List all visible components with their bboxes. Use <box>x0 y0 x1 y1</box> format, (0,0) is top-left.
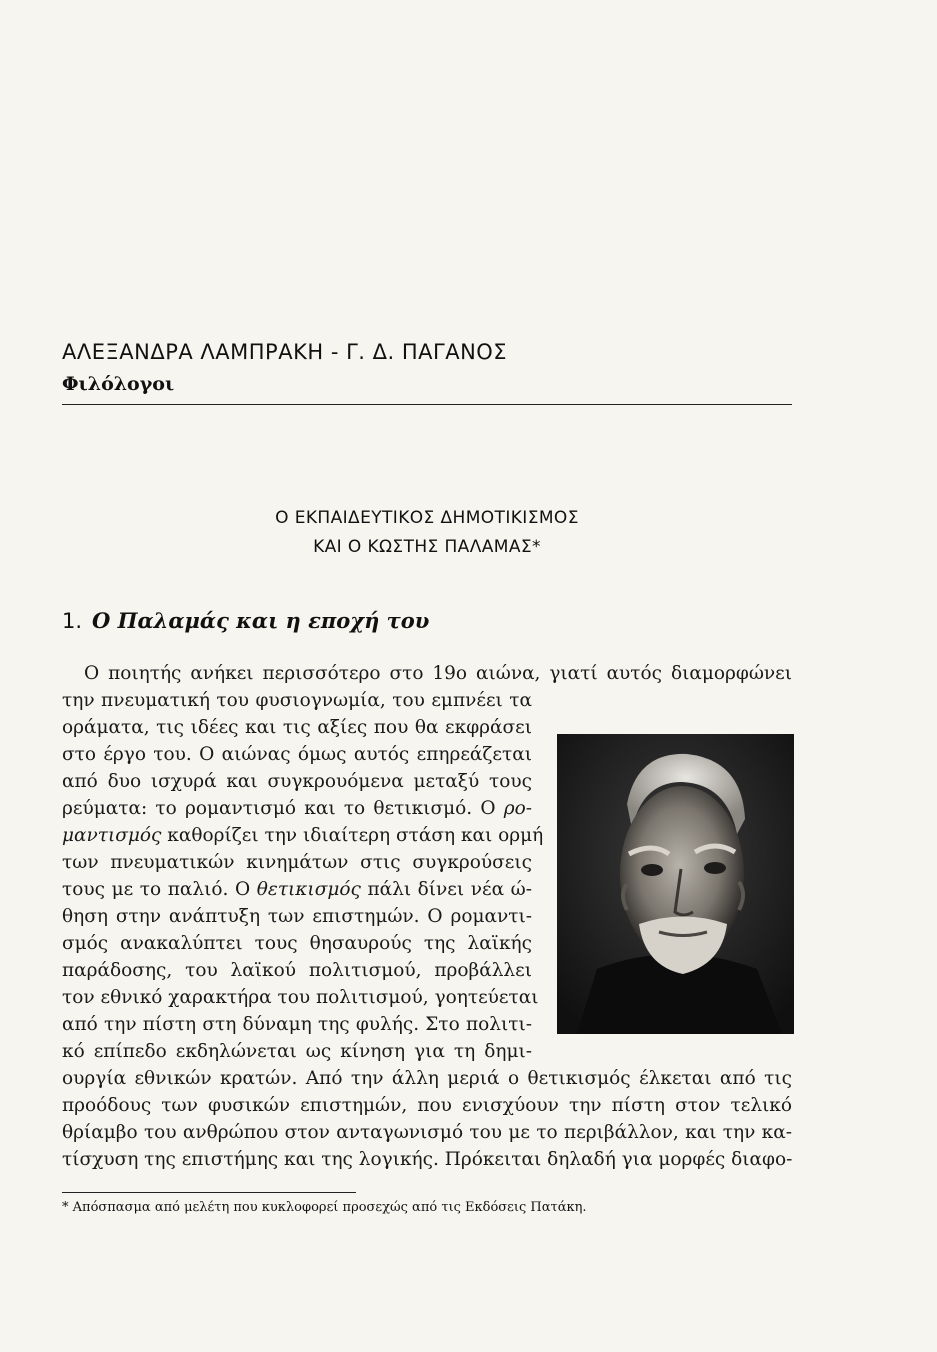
italic-term: μαντισμός <box>62 825 162 846</box>
paragraph-line: μαντισμός καθορίζει την ιδιαίτερη στάση και ορμή <box>62 825 544 846</box>
paragraph-line: από δυο ισχυρά και συγκρουόμενα μεταξύ τους <box>62 771 532 792</box>
paragraph-line: παράδοσης, του λαϊκού πολιτισμού, προβάλλει <box>62 960 532 981</box>
italic-term: ρο- <box>503 798 532 819</box>
paragraph-line: από την πίστη στη δύναμη της φυλής. Στο πολιτι- <box>62 1014 532 1035</box>
section-number: 1. <box>62 609 83 633</box>
paragraph-line: των πνευματικών κινημάτων στις συγκρούσεις <box>62 852 532 873</box>
paragraph-line: ουργία εθνικών κρατών. Από την άλλη μεριά ο θετικισμός έλκεται από τις <box>62 1068 792 1089</box>
footnote: * Απόσπασμα από μελέτη που κυκλοφορεί προσεχώς από τις Εκδόσεις Πατάκη. <box>62 1200 587 1215</box>
footnote-divider <box>62 1192 356 1193</box>
portrait-photo <box>557 734 794 1034</box>
article-title-line-1: Ο ΕΚΠΑΙΔΕΥΤΙΚΟΣ ΔΗΜΟΤΙΚΙΣΜΟΣ <box>275 508 579 528</box>
section-title: Ο Παλαμάς και η εποχή του <box>92 608 430 633</box>
paragraph-line: Ο ποιητής ανήκει περισσότερο στο 19ο αιώνα, γιατί αυτός διαμορφώνει <box>84 663 792 684</box>
section-heading <box>62 608 429 633</box>
paragraph-line: ρεύματα: το ρομαντισμό και το θετικισμό. Ο ρο- <box>62 798 532 819</box>
paragraph-line: προόδους των φυσικών επιστημών, που ενισχύουν την πίστη στον τελικό <box>62 1095 792 1116</box>
paragraph-line: στο έργο του. Ο αιώνας όμως αυτός επηρεάζεται <box>62 744 532 765</box>
portrait-image <box>557 734 794 1034</box>
authors-role: Φιλόλογοι <box>62 373 175 395</box>
paragraph-line: θηση στην ανάπτυξη των επιστημών. Ο ρομαντι- <box>62 906 532 927</box>
paragraph-line: τους με το παλιό. Ο θετικισμός πάλι δίνει νέα ώ- <box>62 879 532 900</box>
paragraph-line: την πνευματική του φυσιογνωμία, του εμπνέει τα <box>62 690 532 711</box>
authors: ΑΛΕΞΑΝΔΡΑ ΛΑΜΠΡΑΚΗ - Γ. Δ. ΠΑΓΑΝΟΣ <box>62 340 508 364</box>
article-title-line-2: ΚΑΙ Ο ΚΩΣΤΗΣ ΠΑΛΑΜΑΣ* <box>313 537 541 557</box>
paragraph-line: θρίαμβο του ανθρώπου στον ανταγωνισμό του με το περιβάλλον, και την κα- <box>62 1122 792 1143</box>
paragraph-line: τον εθνικό χαρακτήρα του πολιτισμού, γοητεύεται <box>62 987 539 1008</box>
italic-term: θετικισμός <box>256 879 361 900</box>
paragraph-line: τίσχυση της επιστήμης και της λογικής. Πρόκειται δηλαδή για μορφές διαφο- <box>62 1149 793 1170</box>
paragraph-line: σμός ανακαλύπτει τους θησαυρούς της λαϊκής <box>62 933 532 954</box>
paragraph-line: κό επίπεδο εκδηλώνεται ως κίνηση για τη δημι- <box>62 1041 532 1062</box>
header-divider <box>62 404 792 405</box>
paragraph-line: οράματα, τις ιδέες και τις αξίες που θα εκφράσει <box>62 717 532 738</box>
